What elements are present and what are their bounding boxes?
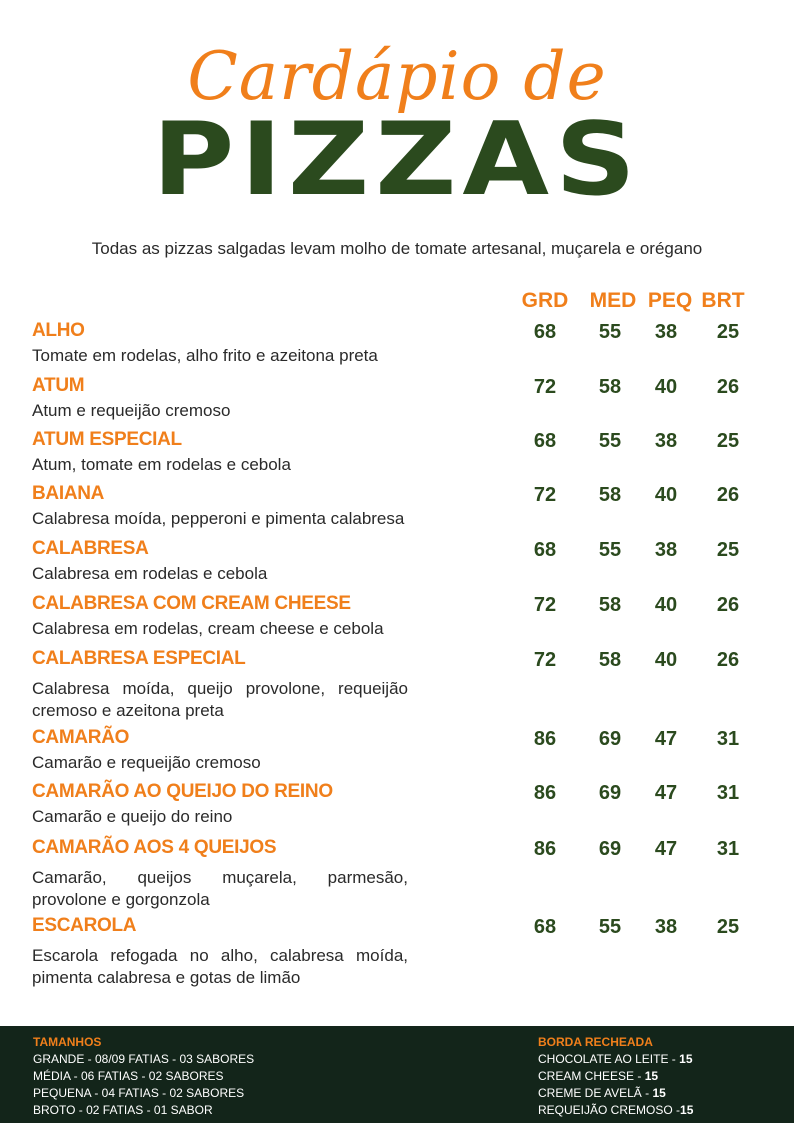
crust-label: CREAM CHEESE - [538, 1069, 645, 1083]
item-name: ATUM ESPECIAL [32, 429, 182, 450]
price-med: 69 [598, 728, 622, 750]
price-med: 58 [598, 594, 622, 616]
stuffed-crust-line [538, 1085, 693, 1102]
price-med: 55 [598, 321, 622, 343]
price-peq: 47 [654, 838, 678, 860]
stuffed-crust-line [538, 1102, 693, 1119]
menu-item [32, 538, 772, 585]
price-grd: 86 [533, 838, 557, 860]
crust-label: REQUEIJÃO CREMOSO - [538, 1103, 681, 1117]
crust-price: 15 [644, 1069, 659, 1083]
column-header-med: MED [589, 289, 637, 312]
price-brt: 25 [716, 916, 740, 938]
price-brt: 26 [716, 649, 740, 671]
price-grd: 72 [533, 376, 557, 398]
menu-item [32, 320, 772, 367]
sizes-section [33, 1034, 254, 1119]
item-name: CAMARÃO AOS 4 QUEIJOS [32, 837, 277, 858]
crust-price: 15 [652, 1086, 666, 1100]
item-name: ALHO [32, 320, 85, 341]
menu-item [32, 593, 772, 640]
item-description: Escarola refogada no alho, calabresa moída, pimenta calabresa e gotas de limão [32, 946, 408, 987]
price-peq: 38 [654, 916, 678, 938]
item-name: CALABRESA ESPECIAL [32, 648, 246, 669]
script-title: Cardápio de [187, 38, 607, 115]
stuffed-crust-line [538, 1068, 693, 1085]
price-brt: 31 [716, 728, 740, 750]
menu-item [32, 375, 772, 422]
item-name: ATUM [32, 375, 85, 396]
menu-item [32, 727, 772, 774]
column-header-brt: BRT [701, 289, 745, 312]
footer [0, 1026, 794, 1123]
stuffed-crust-title: BORDA RECHEADA [538, 1035, 653, 1049]
column-header-grd: GRD [521, 289, 569, 312]
price-peq: 40 [654, 594, 678, 616]
menu-item [32, 429, 772, 476]
price-grd: 72 [533, 484, 557, 506]
item-name: CALABRESA [32, 538, 149, 559]
crust-price: 15 [680, 1103, 694, 1117]
price-grd: 68 [533, 321, 557, 343]
item-description: Camarão e queijo do reino [32, 807, 233, 826]
item-description: Camarão, queijos muçarela, parmesão, provolone e gorgonzola [32, 868, 408, 909]
menu-item [32, 915, 772, 989]
stuffed-crust-line [538, 1051, 693, 1068]
size-line: BROTO - 02 FATIAS - 01 SABOR [33, 1103, 213, 1117]
menu-item [32, 837, 772, 911]
menu-item [32, 781, 772, 828]
item-name: BAIANA [32, 483, 105, 504]
price-peq: 38 [654, 430, 678, 452]
price-grd: 68 [533, 430, 557, 452]
price-med: 69 [598, 782, 622, 804]
price-brt: 25 [716, 539, 740, 561]
price-brt: 26 [716, 594, 740, 616]
price-grd: 72 [533, 594, 557, 616]
price-peq: 38 [654, 539, 678, 561]
price-med: 58 [598, 376, 622, 398]
item-description: Calabresa em rodelas e cebola [32, 564, 268, 583]
price-brt: 25 [716, 430, 740, 452]
price-peq: 47 [654, 728, 678, 750]
item-name: CALABRESA COM CREAM CHEESE [32, 593, 351, 614]
price-med: 58 [598, 649, 622, 671]
item-name: CAMARÃO AO QUEIJO DO REINO [32, 781, 333, 802]
item-description: Calabresa moída, queijo provolone, requeijão cremoso e azeitona preta [32, 679, 408, 720]
price-peq: 40 [654, 376, 678, 398]
price-peq: 47 [654, 782, 678, 804]
item-description: Atum, tomate em rodelas e cebola [32, 455, 291, 474]
item-name: CAMARÃO [32, 727, 130, 748]
stuffed-crust-section [538, 1034, 693, 1119]
size-line: GRANDE - 08/09 FATIAS - 03 SABORES [33, 1052, 255, 1066]
price-grd: 68 [533, 539, 557, 561]
item-description: Calabresa moída, pepperoni e pimenta calabresa [32, 509, 405, 528]
menu-item [32, 483, 772, 530]
item-description: Atum e requeijão cremoso [32, 401, 231, 420]
price-brt: 26 [716, 484, 740, 506]
price-brt: 26 [716, 376, 740, 398]
crust-label: CREME DE AVELÃ - [538, 1086, 653, 1100]
sizes-title: TAMANHOS [33, 1035, 102, 1049]
subtitle: Todas as pizzas salgadas levam molho de tomate artesanal, muçarela e orégano [91, 239, 703, 258]
price-peq: 40 [654, 484, 678, 506]
price-med: 55 [598, 539, 622, 561]
price-med: 55 [598, 430, 622, 452]
price-brt: 31 [716, 782, 740, 804]
item-description: Calabresa em rodelas, cream cheese e cebola [32, 619, 384, 638]
item-description: Camarão e requeijão cremoso [32, 753, 261, 772]
size-line: PEQUENA - 04 FATIAS - 02 SABORES [33, 1086, 245, 1100]
price-brt: 25 [716, 321, 740, 343]
menu-item [32, 648, 772, 722]
column-header-peq: PEQ [647, 289, 693, 312]
crust-label: CHOCOLATE AO LEITE - [538, 1052, 680, 1066]
size-line: MÉDIA - 06 FATIAS - 02 SABORES [33, 1069, 224, 1083]
price-grd: 68 [533, 916, 557, 938]
price-brt: 31 [716, 838, 740, 860]
price-med: 55 [598, 916, 622, 938]
price-med: 69 [598, 838, 622, 860]
price-grd: 86 [533, 728, 557, 750]
crust-price: 15 [679, 1052, 693, 1066]
price-med: 58 [598, 484, 622, 506]
price-column-headers [0, 288, 794, 314]
price-peq: 40 [654, 649, 678, 671]
price-peq: 38 [654, 321, 678, 343]
price-grd: 86 [533, 782, 557, 804]
price-grd: 72 [533, 649, 557, 671]
item-description: Tomate em rodelas, alho frito e azeitona preta [32, 346, 378, 365]
main-title: PIZZAS [152, 101, 642, 219]
item-name: ESCAROLA [32, 915, 137, 936]
